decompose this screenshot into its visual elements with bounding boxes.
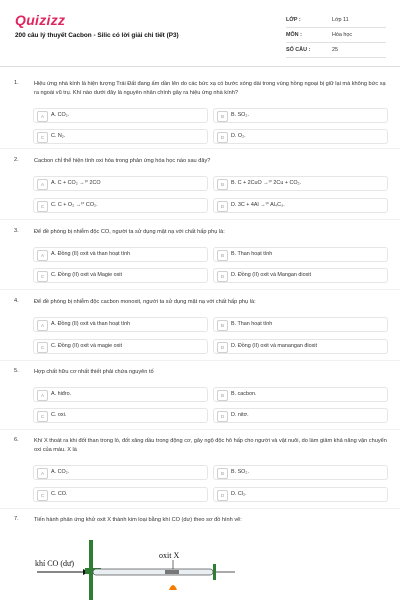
option-d[interactable] <box>213 408 388 423</box>
option-a[interactable] <box>33 317 208 332</box>
right-support <box>213 564 216 580</box>
option-text: D. Đồng (II) oxit và Mangan dioxit <box>231 272 311 278</box>
option-text: D. 3C + 4Al →ᵗ° Al₄C₃. <box>231 202 285 208</box>
option-text: B. cacbon. <box>231 391 257 397</box>
option-b[interactable] <box>213 317 388 332</box>
apparatus-diagram <box>33 532 238 600</box>
option-letter: B <box>217 179 228 190</box>
question-separator <box>0 289 400 290</box>
meta-row-grade <box>286 13 386 28</box>
document-header <box>0 0 400 66</box>
option-letter: B <box>217 250 228 261</box>
count-value: 25 <box>332 47 338 53</box>
quizizz-logo[interactable]: Quizizz <box>15 12 66 28</box>
option-a[interactable] <box>33 465 208 480</box>
question-text: Tiến hành phản ứng khử oxit X thành kim loại bằng khí CO (dư) theo sơ đồ hình vẽ: <box>34 517 242 523</box>
option-letter: A <box>37 179 48 190</box>
question-text: Hợp chất hữu cơ nhất thiết phải chứa nguyên tố <box>34 369 154 375</box>
question-text: Để đề phòng bị nhiễm độc cacbon monoxit, người ta sử dụng mặt nạ với chất hấp phụ là: <box>34 299 256 305</box>
question-number: 7. <box>14 516 19 522</box>
question-text: Hiệu ứng nhà kính là hiện tượng Trái Đất đang ấm dần lên do các bức xạ có bước sóng dài trong vùng hồng ngoại bị giữ lại mà không bức xạ ra ngoài vũ trụ. Khí nào dưới đây là nguyên nhân chính gây ra hiệu ứng nhà kính? <box>34 81 386 96</box>
option-letter: C <box>37 201 48 212</box>
oxide-label: oxit X <box>159 551 180 560</box>
meta-table <box>286 13 386 58</box>
option-text: C. Đồng (II) oxit và Magie oxit <box>51 272 123 278</box>
option-d[interactable] <box>213 339 388 354</box>
option-b[interactable] <box>213 247 388 262</box>
option-letter: B <box>217 468 228 479</box>
option-text: D. nitơ. <box>231 412 249 418</box>
option-letter: A <box>37 390 48 401</box>
option-d[interactable] <box>213 198 388 213</box>
option-text: D. Đồng (II) oxit và manangan đioxit <box>231 343 317 349</box>
option-text: A. CO₂. <box>51 469 70 475</box>
option-letter: C <box>37 132 48 143</box>
option-text: A. Đồng (II) oxit và than hoạt tính <box>51 251 131 257</box>
grade-value: Lớp 11 <box>332 17 349 23</box>
header-divider <box>0 66 400 67</box>
option-b[interactable] <box>213 387 388 402</box>
option-text: B. C + 2CuO →ᵗ° 2Cu + CO₂. <box>231 180 302 186</box>
option-text: A. CO₂. <box>51 112 70 118</box>
question-separator <box>0 429 400 430</box>
option-a[interactable] <box>33 176 208 191</box>
subject-label: MÔN : <box>286 32 302 38</box>
option-letter: B <box>217 111 228 122</box>
option-d[interactable] <box>213 268 388 283</box>
option-letter: C <box>37 271 48 282</box>
option-letter: C <box>37 490 48 501</box>
option-text: A. hiđro. <box>51 391 72 397</box>
option-letter: C <box>37 411 48 422</box>
subject-value: Hóa học <box>332 32 353 38</box>
option-text: C. CO. <box>51 491 68 497</box>
option-letter: D <box>217 411 228 422</box>
option-c[interactable] <box>33 339 208 354</box>
option-b[interactable] <box>213 108 388 123</box>
question-separator <box>0 360 400 361</box>
option-letter: A <box>37 250 48 261</box>
option-a[interactable] <box>33 108 208 123</box>
question-number: 3. <box>14 228 19 234</box>
option-letter: D <box>217 132 228 143</box>
option-text: A. C + CO₂ →ᵗ° 2CO <box>51 180 101 186</box>
document-title: 200 câu lý thuyết Cacbon - Silic có lời giải chi tiết (P3) <box>15 32 179 39</box>
grade-label: LỚP : <box>286 17 301 23</box>
option-letter: B <box>217 320 228 331</box>
question-number: 4. <box>14 298 19 304</box>
question-number: 6. <box>14 437 19 443</box>
question-number: 1. <box>14 80 19 86</box>
question-separator <box>0 508 400 509</box>
question-text: Cacbon chỉ thể hiện tính oxi hóa trong phản ứng hóa học nào sau đây? <box>34 158 211 164</box>
question-text: Khí X thoát ra khi đốt than trong lò, đốt xăng dầu trong động cơ, gây ngộ độc hô hấp cho người và vật nuôi, do làm giảm khả năng vận chuyển oxi của máu. X là <box>34 438 387 453</box>
option-text: C. Đồng (II) oxit và magie oxit <box>51 343 123 349</box>
count-label: SỐ CÂU : <box>286 47 311 53</box>
question-text: Để đề phòng bị nhiễm độc CO, người ta sử dụng mặt nạ với chất hấp phụ là: <box>34 229 225 235</box>
apparatus-figure <box>33 532 238 600</box>
question-separator <box>0 148 400 149</box>
option-letter: A <box>37 468 48 479</box>
option-c[interactable] <box>33 129 208 144</box>
option-d[interactable] <box>213 129 388 144</box>
option-letter: D <box>217 271 228 282</box>
question-number: 2. <box>14 157 19 163</box>
option-text: A. Đồng (II) oxit và than hoạt tính <box>51 321 131 327</box>
option-letter: B <box>217 390 228 401</box>
option-text: C. C + O₂ →ᵗ° CO₂. <box>51 202 98 208</box>
option-letter: C <box>37 342 48 353</box>
option-c[interactable] <box>33 268 208 283</box>
oxide-sample <box>165 570 179 574</box>
gas-label: khí CO (dư) <box>35 559 74 568</box>
option-text: B. SO₂. <box>231 469 249 475</box>
meta-row-count <box>286 43 386 58</box>
question-separator <box>0 219 400 220</box>
option-letter: D <box>217 201 228 212</box>
meta-row-subject <box>286 28 386 43</box>
option-c[interactable] <box>33 198 208 213</box>
option-text: C. oxi. <box>51 412 67 418</box>
option-letter: D <box>217 342 228 353</box>
option-text: B. Than hoạt tính <box>231 321 273 327</box>
option-a[interactable] <box>33 247 208 262</box>
option-letter: D <box>217 490 228 501</box>
option-letter: A <box>37 320 48 331</box>
option-b[interactable] <box>213 465 388 480</box>
option-c[interactable] <box>33 408 208 423</box>
option-text: B. SO₂. <box>231 112 249 118</box>
option-letter: A <box>37 111 48 122</box>
option-text: B. Than hoạt tính <box>231 251 273 257</box>
burner-flame <box>169 585 177 590</box>
question-number: 5. <box>14 368 19 374</box>
option-a[interactable] <box>33 387 208 402</box>
option-d[interactable] <box>213 487 388 502</box>
option-text: D. O₂. <box>231 133 246 139</box>
option-text: D. Cl₂. <box>231 491 247 497</box>
option-b[interactable] <box>213 176 388 191</box>
option-c[interactable] <box>33 487 208 502</box>
reaction-tube <box>93 569 213 575</box>
option-text: C. N₂. <box>51 133 66 139</box>
